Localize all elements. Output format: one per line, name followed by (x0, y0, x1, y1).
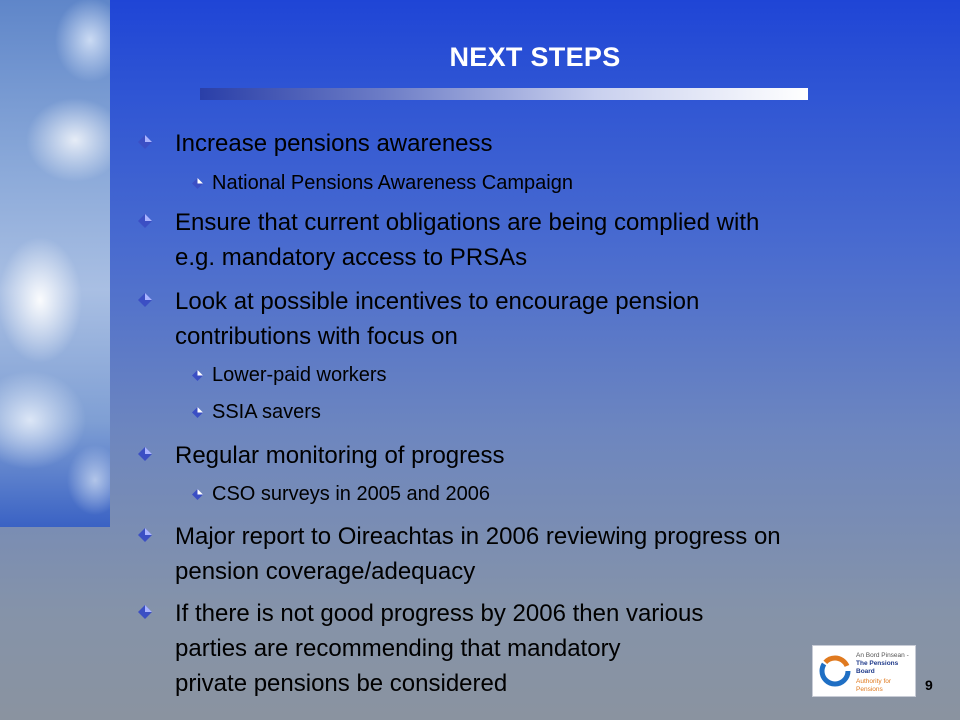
pensions-board-logo (812, 645, 916, 697)
page-number: 9 (925, 677, 933, 693)
bullet-line: private pensions be considered (175, 670, 508, 697)
diamond-bullet-icon (138, 605, 152, 619)
bullet-line: Look at possible incentives to encourage pension (175, 288, 700, 315)
diamond-bullet-icon (138, 293, 152, 307)
diamond-bullet-icon (138, 214, 152, 228)
bullet-line: parties are recommending that mandatory (175, 635, 621, 662)
bullet-line: Ensure that current obligations are being complied with (175, 209, 760, 236)
bullet-line: contributions with focus on (175, 323, 458, 350)
bullet-line: e.g. mandatory access to PRSAs (175, 244, 528, 271)
bullet-line: Major report to Oireachtas in 2006 reviewing progress on (175, 523, 781, 550)
diamond-bullet-icon (192, 489, 203, 500)
bullet-regular-monitoring: Regular monitoring of progress (175, 442, 505, 469)
sub-bullet-awareness-campaign: National Pensions Awareness Campaign (212, 172, 573, 194)
diamond-bullet-icon (138, 447, 152, 461)
bullet-line: pension coverage/adequacy (175, 558, 476, 585)
sub-bullet-cso-surveys: CSO surveys in 2005 and 2006 (212, 483, 490, 505)
bullet-mandatory-pensions (175, 596, 703, 701)
slide-title: NEXT STEPS (449, 42, 621, 72)
pensions-board-swirl-icon (817, 652, 853, 690)
bullet-increase-awareness: Increase pensions awareness (175, 130, 493, 157)
diamond-bullet-icon (192, 407, 203, 418)
diamond-bullet-icon (138, 528, 152, 542)
diamond-bullet-icon (192, 370, 203, 381)
sub-bullet-ssia-savers: SSIA savers (212, 401, 321, 423)
logo-tagline: Authority for Pensions (856, 678, 892, 693)
diamond-bullet-icon (192, 178, 203, 189)
bullet-possible-incentives (175, 284, 699, 354)
bullet-line: If there is not good progress by 2006 then various (175, 600, 704, 627)
bullet-current-obligations (175, 205, 759, 275)
logo-english-name: The Pensions Board (856, 660, 899, 675)
diamond-bullet-icon (138, 135, 152, 149)
sub-bullet-lower-paid: Lower-paid workers (212, 364, 387, 386)
bullet-major-report (175, 519, 781, 589)
logo-irish-name: An Bord Pinsean - (856, 652, 909, 659)
